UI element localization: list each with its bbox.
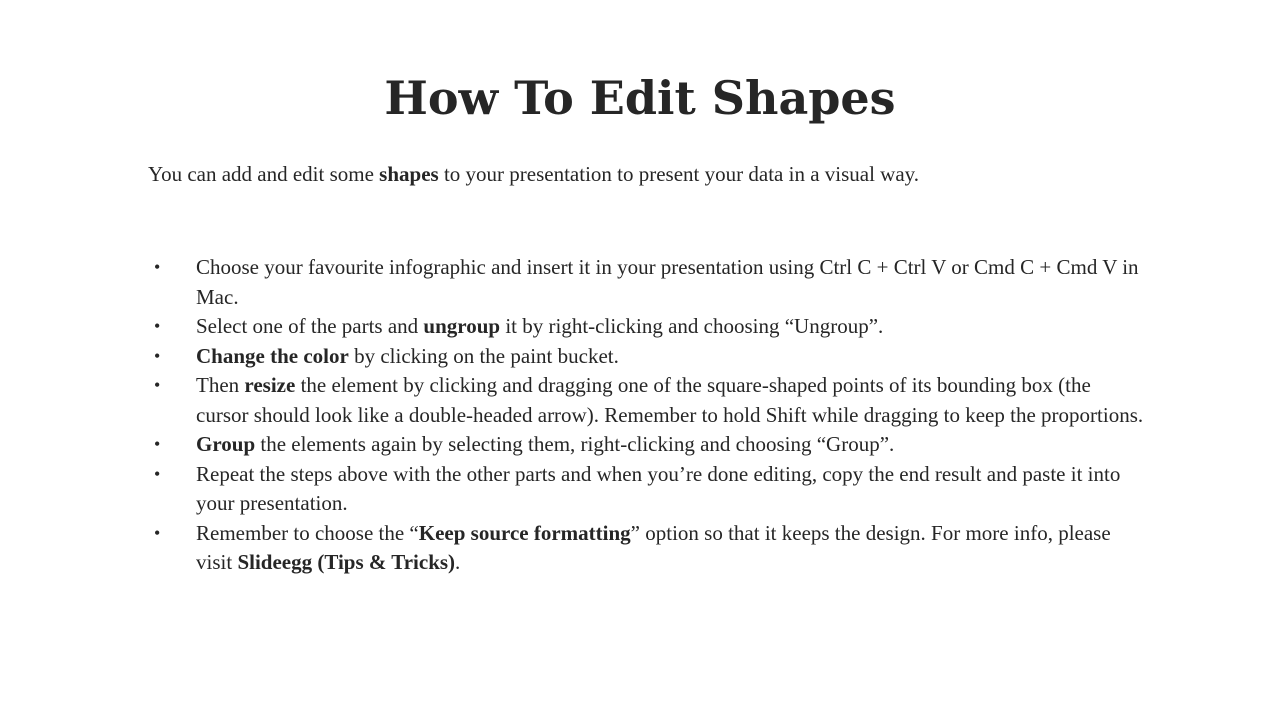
intro-bold-shapes: shapes — [379, 162, 439, 186]
slide-title: How To Edit Shapes — [384, 71, 896, 125]
step-text-end: . — [455, 550, 461, 574]
list-item — [148, 460, 1148, 519]
list-item — [148, 371, 1148, 430]
step-text: Then — [196, 373, 245, 397]
list-item — [148, 253, 1148, 312]
list-item — [148, 430, 1148, 460]
step-bold: ungroup — [423, 314, 501, 338]
intro-text-before: You can add and edit some — [148, 162, 380, 186]
step-bold: Change the color — [196, 343, 349, 368]
bullet-icon: • — [154, 522, 161, 543]
step-text-after: the element by clicking and dragging one of the square-shaped points of its bounding box (the cursor should look like a double-headed arrow). Remember to hold Shift while dragging to keep the proportions. — [196, 373, 1144, 427]
list-item — [148, 312, 1148, 342]
list-item — [148, 342, 1148, 372]
intro-paragraph — [148, 160, 1148, 188]
step-text: Repeat the steps above with the other parts and when you’re done editing, copy the end result and paste it into your presentation. — [196, 461, 1121, 515]
slideegg-tips-link: Slideegg (Tips & Tricks) — [237, 550, 456, 574]
step-text-after: the elements again by selecting them, right-clicking and choosing “Group”. — [255, 432, 895, 456]
bullet-icon: • — [154, 375, 161, 395]
step-text: Remember to choose the “ — [196, 520, 419, 545]
step-bold: Group — [196, 432, 256, 456]
step-text: Choose your favourite infographic and insert it in your presentation using Ctrl C + Ctrl V or Cmd C + Cmd V in Mac. — [196, 255, 1139, 309]
bullet-icon: • — [154, 316, 161, 336]
list-item — [148, 519, 1148, 578]
step-text: Select one of the parts and — [196, 314, 424, 338]
step-text-after: it by right-clicking and choosing “Ungroup”. — [500, 314, 884, 338]
intro-text-after: to your presentation to present your data in a visual way. — [438, 162, 920, 186]
step-bold-keep-source-formatting: Keep source formatting — [418, 520, 631, 545]
step-bold: resize — [244, 373, 296, 397]
steps-list — [148, 253, 1148, 578]
step-text-after: ” option so that it keeps the design. For more info, please visit — [196, 520, 1111, 574]
step-text-after: by clicking on the paint bucket. — [348, 343, 619, 368]
bullet-icon: • — [154, 257, 161, 277]
bullet-icon: • — [154, 434, 161, 454]
bullet-icon: • — [154, 463, 161, 484]
bullet-icon: • — [154, 345, 161, 366]
